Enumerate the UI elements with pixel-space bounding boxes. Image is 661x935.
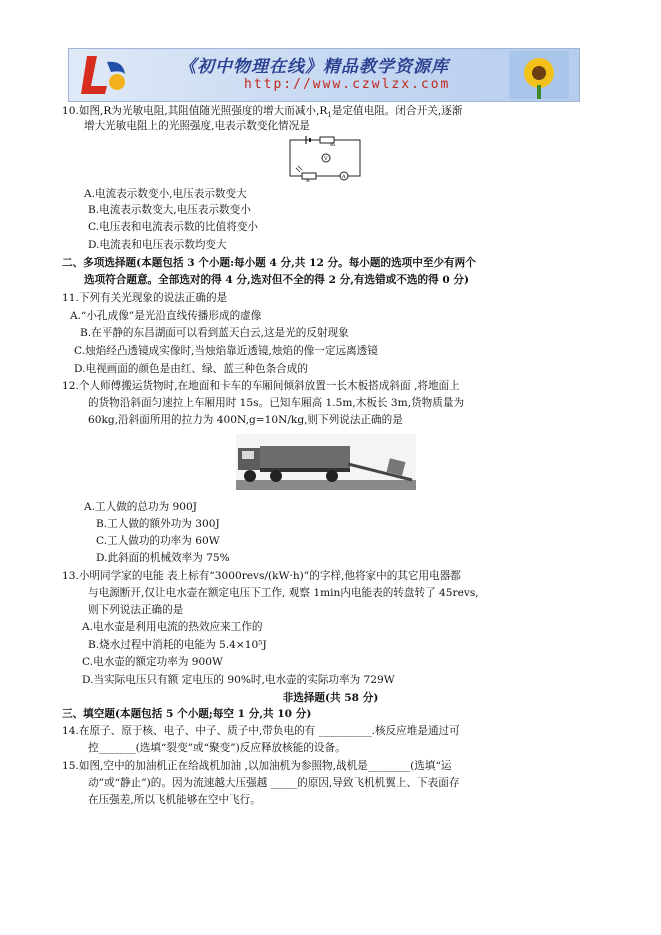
header-url: http://www.czwlzx.com: [244, 77, 451, 92]
header-title: 《初中物理在线》精品教学资源库: [179, 57, 449, 77]
q15-line3: 在压强差,所以飞机能够在空中飞行。: [88, 794, 261, 806]
q12-line1: 12.个人师傅搬运货物时,在地面和卡车的车厢间倾斜放置一长木板搭成斜面 ,将地面上: [62, 380, 460, 392]
q12-option-c: C.工人做功的功率为 60W: [96, 535, 220, 547]
q12-option-a: A.工人做的总功为 900J: [84, 501, 198, 513]
r1-label: R₁: [330, 142, 336, 148]
q11-option-c: C.烛焰经凸透镜成实像时,当烛焰靠近透镜,烛焰的像一定远离透镜: [74, 345, 378, 357]
q10-option-c: C.电压表和电流表示数的比值将变小: [88, 221, 259, 233]
q13-option-c: C.电水壶的额定功率为 900W: [82, 656, 223, 668]
q13-line1: 13.小明同学家的电能 表上标有“3000revs/(kW·h)”的字样,他将家中的其它用电器都: [62, 570, 461, 582]
q13-option-d: D.当实际电压只有额 定电压的 90%时,电水壶的实际功率为 729W: [82, 674, 395, 686]
q14-line1: 14.在原子、原于核、电子、中子、质子中,带负电的有 __________.核反应堆是通过可: [62, 725, 460, 737]
q12-line2: 的货物沿斜面匀速拉上车厢用时 15s。已知车厢高 1.5m,木板长 3m,货物质量为: [88, 397, 465, 409]
q10-circuit-diagram: [284, 134, 366, 182]
header-banner: [68, 48, 580, 102]
q13-option-a: A.电水壶是利用电流的热效应来工作的: [82, 621, 263, 633]
q14-line2: 控_______(选填“裂变”或“聚变”)反应释放核能的设备。: [88, 742, 346, 754]
q10-line1: 10.如图,R为光敏电阻,其阻值随光照强度的增大而减小$,R_1$是定值电阻。闭合开关,逐渐: [62, 105, 463, 120]
q12-option-b: B.工人做的额外功为 300J: [96, 518, 220, 530]
section2-heading-line1: 二、多项选择题(本题包括 3 个小题:每小题 4 分,共 12 分。每小题的选项中至少有两个: [62, 257, 476, 269]
q13-line2: 与电源断开,仅让电水壶在额定电压下工作, 观察 1min内电能表的转盘转了 45revs,: [88, 587, 479, 599]
q10-option-a: A.电流表示数变小,电压表示数变大: [84, 188, 247, 200]
q10-option-b: B.电流表示数变大,电压表示数变小: [88, 204, 251, 216]
q12-line3: 60kg,沿斜面所用的拉力为 400N,g=10N/kg,则下列说法正确的是: [88, 414, 403, 426]
section2-heading-line2: 选项符合题意。全部选对的得 4 分,选对但不全的得 2 分,有选错或不选的得 0 分): [84, 274, 470, 286]
site-logo-icon: [77, 52, 133, 98]
q11-stem: 11.下列有关光现象的说法正确的是: [62, 292, 228, 304]
q12-truck-ramp-image: [236, 434, 416, 490]
q15-line2: 动”或“静止”)的。因为流速越大压强越 _____的原因,导致飞机机翼上、下表面存: [88, 777, 460, 789]
q15-line1: 15.如图,空中的加油机正在给战机加油 ,以加油机为参照物,战机是________(选填“运: [62, 760, 452, 772]
nonchoice-title: 非选择题(共 58 分): [282, 692, 379, 704]
r-label: R: [306, 178, 310, 182]
voltmeter-label: V: [324, 156, 328, 162]
q13-line3: 则下列说法正确的是: [88, 604, 184, 616]
q10-option-d: D.电流表和电压表示数均变大: [88, 239, 227, 251]
q13-option-b: B.烧水过程中消耗的电能为 5.4×10⁵J: [88, 639, 267, 651]
q11-option-d: D.电视画面的颜色是由红、绿、蓝三种色条合成的: [74, 363, 308, 375]
ammeter-label: A: [342, 174, 346, 180]
q11-option-a: A.“小孔成像”是光沿直线传播形成的虚像: [70, 310, 262, 322]
sunflower-icon: [509, 51, 569, 99]
q12-option-d: D.此斜面的机械效率为 75%: [96, 552, 230, 564]
q10-line2: 增大光敏电阻上的光照强度,电表示数变化情况是: [84, 120, 310, 132]
q11-option-b: B.在平静的东昌湖面可以看到蓝天白云,这是光的反射现象: [80, 327, 349, 339]
section3-heading: 三、填空题(本题包括 5 个小题;每空 1 分,共 10 分): [62, 708, 312, 720]
